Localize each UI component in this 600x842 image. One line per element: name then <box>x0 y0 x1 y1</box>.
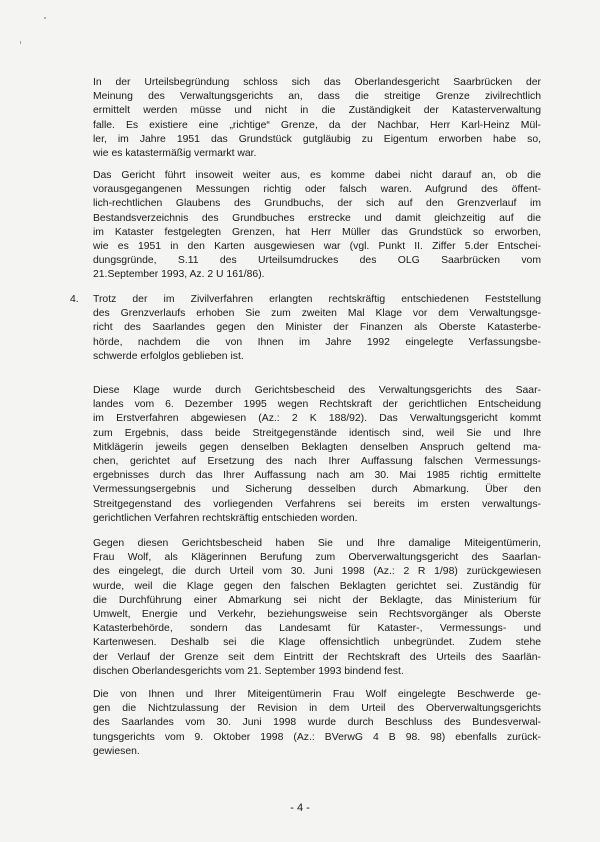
text-line: falle. Es existiere eine „richtige“ Grenze, da der Nachbar, Herr Karl-Heinz Mül- <box>93 119 541 131</box>
text-line: im Kataster festgelegten Grenzen, hat Herr Müller das Grundstück so erworben, <box>93 226 541 238</box>
paragraph <box>93 688 541 759</box>
scan-speck <box>44 17 46 19</box>
text-line: wurde, weil die Klage gegen den falschen Beklagten gerichtet sei. Zuständig für <box>93 580 541 592</box>
text-line: 21.September 1993, Az. 2 U 161/86). <box>93 269 265 281</box>
paragraph <box>93 169 541 283</box>
text-line: wie es katastermäßig vermarkt war. <box>93 148 257 160</box>
text-line: die Durchführung einer Abmarkung sei nicht der Beklagte, das Ministerium für <box>93 594 541 606</box>
text-line: des Saarlandes vom 30. Juni 1998 wurde durch Beschluss des Bundesverwal- <box>93 717 541 729</box>
text-line: ermittelt werden müsse und nicht in die Zuständigkeit der Katasterverwaltung <box>93 105 541 117</box>
text-line: gerichtlichen Verfahren rechtskräftig entschieden worden. <box>93 512 358 524</box>
text-line: dungsgründe, S.11 des Urteilsumdruckes des OLG Saarbrücken vom <box>93 255 541 267</box>
text-line: Gegen diesen Gerichtsbescheid haben Sie und Ihre damalige Miteigentümerin, <box>93 538 541 549</box>
text-line: Bestandsverzeichnis des Grundbuches erstrecke und damit gleichzeitig auf die <box>93 212 541 224</box>
text-line: wie es 1951 in den Karten ausgewiesen war (vgl. Punkt II. Ziffer 5.der Entschei- <box>93 241 541 253</box>
text-line: Das Gericht führt insoweit weiter aus, es komme dabei nicht darauf an, ob die <box>93 170 541 181</box>
text-line: hörde, nachdem die von Ihnen im Jahre 1992 eingelegte Verfassungsbe- <box>93 336 541 348</box>
paragraph <box>93 537 541 679</box>
text-line: lich-rechtlichen Glaubens des Grundbuchs, der sich auf den Grenzverlauf im <box>93 198 541 210</box>
text-line: ergebnisses durch das Ihrer Auffassung nach am 30. Mai 1985 richtig ermittelte <box>93 470 541 482</box>
paragraph <box>93 293 541 364</box>
list-number: 4. <box>70 294 79 305</box>
text-line: tungsgerichts vom 9. Oktober 1998 (Az.: BVerwG 4 B 98. 98) ebenfalls zurück- <box>93 731 541 743</box>
scan-speck <box>20 41 21 44</box>
text-line: zum Ergebnis, dass beide Streitgegenstände identisch sind, weil Sie und Ihre <box>93 427 541 439</box>
text-line: vorausgegangenen Messungen richtig oder falsch waren. Aufgrund des öffent- <box>93 184 541 196</box>
page-number: - 4 - <box>290 802 310 814</box>
text-line: Katasterbehörde, sondern das Landesamt für Kataster-, Vermessungs- und <box>93 623 541 635</box>
text-line: dischen Oberlandesgerichts vom 21. September 1993 bindend fest. <box>93 665 404 677</box>
paragraph <box>93 384 541 526</box>
text-line: gen die Nichtzulassung der Revision in dem Urteil des Oberverwaltungsgerichts <box>93 703 541 715</box>
text-line: schwerde erfolglos geblieben ist. <box>93 350 244 362</box>
text-line: des eingelegt, die durch Urteil vom 30. Juni 1998 (Az.: 2 R 1/98) zurückgewiesen <box>93 566 541 578</box>
text-line: Streitgegenstand des vorliegenden Verfahrens sei bereits im ersten verwaltungs- <box>93 498 541 510</box>
text-line: chen, gerichtet auf Ersetzung des nach Ihrer Auffassung falschen Vermessungs- <box>93 456 541 468</box>
text-line: richt des Saarlandes gegen den Minister der Finanzen als Oberste Katasterbe- <box>93 322 541 334</box>
text-line: Umwelt, Energie und Verkehr, beziehungsweise sein Rechtsvorgänger als Oberste <box>93 609 541 621</box>
text-line: gewiesen. <box>93 745 140 757</box>
text-line: des Grenzverlaufs erhoben Sie zum zweiten Mal Klage vor dem Verwaltungsge- <box>93 308 541 320</box>
text-line: der Verlauf der Grenze seit dem Eintritt der Rechtskraft des Urteils des Saarlän- <box>93 651 541 663</box>
text-line: ler, im Jahre 1951 das Grundstück gutgläubig zu Eigentum erworben habe so, <box>93 133 541 145</box>
paragraph <box>93 76 541 161</box>
text-line: landes vom 6. Dezember 1995 wegen Rechtskraft der gerichtlichen Entscheidung <box>93 399 541 411</box>
text-line: Meinung des Verwaltungsgerichts an, dass die streitige Grenze zivilrechtlich <box>93 91 541 103</box>
text-line: im Erstverfahren abgewiesen (Az.: 2 K 188/92). Das Verwaltungsgericht kommt <box>93 413 541 425</box>
text-line: Frau Wolf, als Klägerinnen Berufung zum Oberverwaltungsgericht des Saarlan- <box>93 552 541 564</box>
text-line: Kartenwesen. Deshalb sei die Klage offensichtlich unbegründet. Zudem stehe <box>93 637 541 649</box>
text-line: Trotz der im Zivilverfahren erlangten rechtskräftig entschiedenen Feststellung <box>93 294 541 305</box>
text-line: Vermessungsergebnis und Sicherung desselben durch Abmarkung. Über den <box>93 484 541 496</box>
text-line: Die von Ihnen und Ihrer Miteigentümerin Frau Wolf eingelegte Beschwerde ge- <box>93 689 541 700</box>
text-line: Mitklägerin jeweils gegen denselben Beklagten denselben Anspruch geltend ma- <box>93 441 541 453</box>
text-line: Diese Klage wurde durch Gerichtsbescheid des Verwaltungsgerichts des Saar- <box>93 385 541 396</box>
text-line: In der Urteilsbegründung schloss sich das Oberlandesgericht Saarbrücken der <box>93 77 541 88</box>
